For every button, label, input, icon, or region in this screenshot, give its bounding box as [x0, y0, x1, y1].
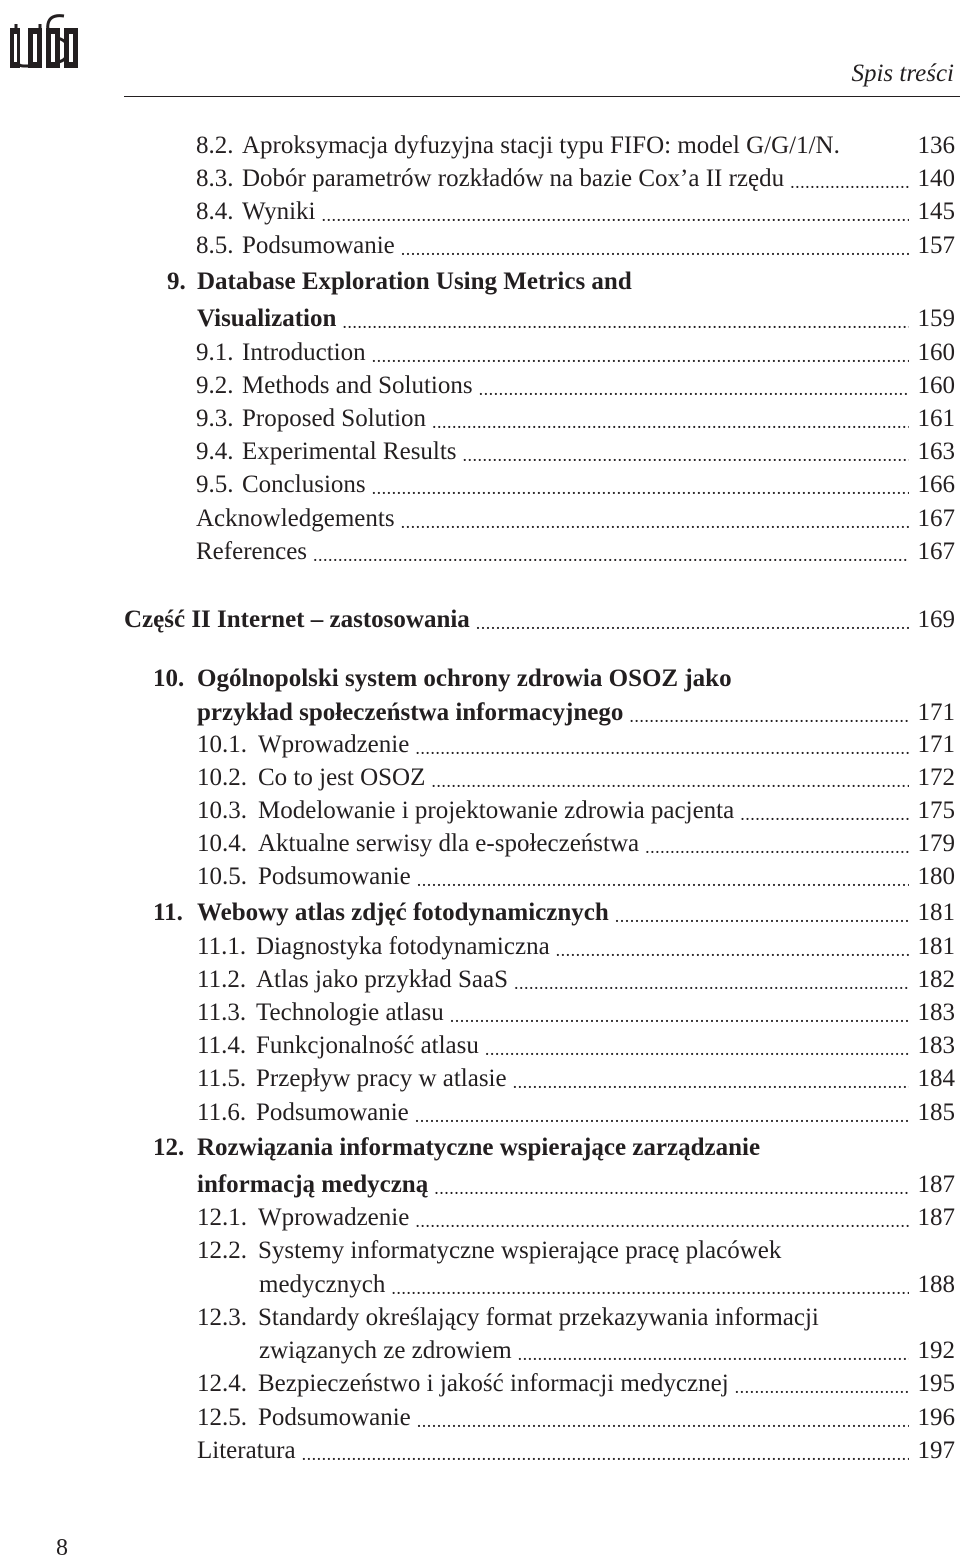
toc-entry[interactable]	[153, 1133, 955, 1163]
toc-entry-title	[196, 470, 366, 500]
toc-entry-title	[197, 932, 550, 962]
dot-leader	[417, 868, 909, 892]
toc-entry-label: Database Exploration Using Metrics and	[197, 268, 632, 295]
toc-entry-number: 10.2.	[197, 764, 247, 791]
toc-entry[interactable]	[259, 1270, 955, 1300]
toc-entry-number: 12.3.	[197, 1304, 247, 1331]
toc-entry[interactable]	[196, 504, 955, 534]
toc-entry-page: 195	[917, 1370, 955, 1397]
toc-entry-label: Podsumowanie	[242, 232, 395, 259]
dot-leader	[431, 769, 909, 793]
toc-entry-label: Rozwiązania informatyczne wspierające zarządzanie	[197, 1134, 761, 1161]
toc-entry-title	[197, 304, 336, 334]
toc-entry-number: 8.3.	[196, 165, 234, 192]
toc-entry-label: Co to jest OSOZ	[258, 764, 426, 791]
toc-entry-label: Proposed Solution	[242, 405, 427, 432]
toc-entry-label: Methods and Solutions	[242, 372, 473, 399]
toc-entry-page: 140	[917, 165, 955, 192]
toc-entry-number: 8.5.	[196, 232, 234, 259]
toc-entry-page: 160	[917, 372, 955, 399]
dot-leader	[313, 543, 909, 567]
running-header: Spis treści	[851, 60, 954, 87]
dot-leader	[485, 1037, 909, 1061]
toc-entry[interactable]	[197, 698, 955, 728]
toc-entry-title	[196, 404, 426, 434]
toc-entry-page: 187	[917, 1204, 955, 1231]
toc-entry-number: 12.2.	[197, 1237, 247, 1264]
dot-leader	[463, 443, 909, 467]
toc-entry-label: Przepływ pracy w atlasie	[256, 1065, 507, 1092]
toc-entry-number: 11.2.	[197, 966, 247, 993]
toc-entry-label: Dobór parametrów rozkładów na bazie Cox’a II rzędu	[242, 165, 785, 192]
toc-entry-label: Atlas jako przykład SaaS	[256, 966, 509, 993]
toc-entry-number: 9.3.	[196, 405, 234, 432]
toc-entry-label: medycznych	[259, 1271, 386, 1298]
toc-entry[interactable]	[197, 932, 955, 962]
toc-entry[interactable]	[197, 1170, 955, 1200]
toc-entry[interactable]	[196, 231, 955, 261]
toc-entry-page: 159	[917, 305, 955, 332]
toc-entry-page: 167	[917, 505, 955, 532]
toc-entry-title	[153, 898, 609, 928]
dot-leader	[401, 510, 909, 534]
page-number: 8	[56, 1535, 68, 1561]
toc-entry-number: 12.1.	[197, 1204, 247, 1231]
toc-entry-label: Podsumowanie	[256, 1099, 409, 1126]
dot-leader	[372, 476, 909, 500]
toc-entry-label: przykład społeczeństwa informacyjnego	[197, 699, 624, 726]
toc-entry-page: 179	[917, 830, 955, 857]
toc-entry-number: 10.1.	[197, 731, 247, 758]
dot-leader	[513, 1070, 909, 1094]
toc-entry-page: 172	[917, 764, 955, 791]
toc-entry-label: Systemy informatyczne wspierające pracę placówek	[258, 1237, 782, 1264]
toc-entry[interactable]	[196, 371, 955, 401]
toc-entry-title	[197, 1236, 781, 1266]
dot-leader	[415, 1104, 909, 1128]
dot-leader	[415, 1209, 909, 1233]
toc-entry-page: 167	[917, 538, 955, 565]
dot-leader	[434, 1176, 909, 1200]
toc-entry-label: References	[196, 538, 308, 565]
toc-entry[interactable]	[197, 1236, 955, 1266]
toc-entry[interactable]	[153, 664, 955, 694]
toc-entry-page: 136	[917, 132, 955, 159]
toc-entry-label: Experimental Results	[242, 438, 457, 465]
dot-leader	[391, 1276, 909, 1300]
toc-entry-number: 10.5.	[197, 863, 247, 890]
toc-entry-label: związanych ze zdrowiem	[259, 1337, 512, 1364]
dot-leader	[432, 410, 909, 434]
toc-entry-title	[196, 164, 784, 194]
toc-entry[interactable]	[197, 796, 955, 826]
toc-entry-label: Wyniki	[242, 198, 316, 225]
toc-entry[interactable]	[197, 1369, 955, 1399]
toc-entry-page: 196	[917, 1404, 955, 1431]
dot-leader	[401, 237, 909, 261]
toc-entry[interactable]	[197, 965, 955, 995]
toc-entry-page: 175	[917, 797, 955, 824]
toc-entry-page: 166	[917, 471, 955, 498]
toc-entry-page: 188	[917, 1271, 955, 1298]
toc-entry[interactable]	[196, 470, 955, 500]
toc-entry-title	[196, 504, 395, 534]
toc-entry[interactable]	[153, 898, 955, 928]
dot-leader	[450, 1004, 909, 1028]
toc-entry-number: 9.1.	[196, 339, 234, 366]
toc-entry-title	[196, 371, 473, 401]
toc-entry-label: Ogólnopolski system ochrony zdrowia OSOZ jako	[197, 665, 732, 692]
toc-entry-title	[197, 1031, 479, 1061]
toc-entry[interactable]	[196, 338, 955, 368]
toc-entry-title	[197, 862, 411, 892]
toc-entry-number: 9.4.	[196, 438, 234, 465]
toc-entry-label: Standardy określający format przekazywania informacji	[258, 1304, 819, 1331]
toc-entry-number: 10.4.	[197, 830, 247, 857]
toc-entry-number: 8.4.	[196, 198, 234, 225]
toc-entry-title	[197, 1170, 428, 1200]
toc-entry-title	[197, 730, 409, 760]
toc-entry-page: 180	[917, 863, 955, 890]
toc-entry[interactable]	[196, 404, 955, 434]
toc-entry-title	[197, 1436, 296, 1466]
toc-entry[interactable]	[196, 131, 955, 161]
toc-entry-label: Wprowadzenie	[258, 731, 410, 758]
dot-leader	[790, 170, 909, 194]
toc-entry-title	[196, 537, 307, 567]
toc-entry-label: Conclusions	[242, 471, 366, 498]
toc-entry-title	[196, 197, 316, 227]
toc-entry-label: Część II Internet – zastosowania	[124, 606, 470, 633]
toc-entry-page: 161	[917, 405, 955, 432]
dot-leader	[415, 736, 909, 760]
toc-entry-title	[197, 698, 623, 728]
dot-leader	[322, 203, 910, 227]
toc-entry[interactable]	[197, 1203, 955, 1233]
toc-entry[interactable]	[197, 998, 955, 1028]
toc-entry-page: 160	[917, 339, 955, 366]
toc-entry-title	[197, 965, 508, 995]
toc-entry-page: 181	[917, 899, 955, 926]
toc-entry-label: Technologie atlasu	[256, 999, 444, 1026]
dot-leader	[476, 611, 909, 635]
toc-entry-title	[197, 1098, 409, 1128]
toc-entry[interactable]	[259, 1336, 955, 1366]
toc-entry-title	[196, 231, 395, 261]
toc-entry-label: Aproksymacja dyfuzyjna stacji typu FIFO: model G/G/1/N.	[242, 132, 840, 159]
toc-entry-label: Wprowadzenie	[258, 1204, 410, 1231]
toc-entry[interactable]	[197, 1031, 955, 1061]
toc-entry-page: 192	[917, 1337, 955, 1364]
toc-entry-title	[153, 1133, 760, 1163]
toc-entry-title	[197, 1369, 729, 1399]
toc-entry-label: Visualization	[197, 305, 337, 332]
toc-entry-label: Funkcjonalność atlasu	[256, 1032, 479, 1059]
toc-entry-page: 184	[917, 1065, 955, 1092]
toc-entry[interactable]	[196, 437, 955, 467]
toc-entry[interactable]	[197, 862, 955, 892]
toc-entry[interactable]	[167, 267, 955, 297]
toc-entry[interactable]	[197, 829, 955, 859]
toc-entry-title	[197, 998, 444, 1028]
toc-entry-page: 187	[917, 1171, 955, 1198]
dot-leader	[740, 802, 909, 826]
toc-entry-title	[197, 763, 425, 793]
toc-entry-label: Podsumowanie	[258, 863, 411, 890]
toc-entry-title	[197, 796, 734, 826]
toc-entry-title	[197, 1064, 507, 1094]
toc-entry-page: 171	[917, 699, 955, 726]
toc-entry-label: informacją medyczną	[197, 1171, 429, 1198]
toc-entry-label: Literatura	[197, 1437, 296, 1464]
dot-leader	[735, 1375, 909, 1399]
dot-leader	[645, 835, 909, 859]
dot-leader	[556, 938, 909, 962]
toc-entry-title	[124, 605, 470, 635]
toc-entry-number: 11.4.	[197, 1032, 247, 1059]
toc-entry[interactable]	[196, 537, 955, 567]
toc-entry-number: 12.	[153, 1134, 185, 1161]
toc-entry-page: 157	[917, 232, 955, 259]
toc-entry-page: 183	[917, 1032, 955, 1059]
toc-entry[interactable]	[196, 164, 955, 194]
dot-leader	[615, 904, 909, 928]
dot-leader	[514, 971, 909, 995]
toc-entry-page: 171	[917, 731, 955, 758]
toc-entry-title	[196, 131, 840, 161]
toc-entry-page: 169	[917, 606, 955, 633]
toc-entry-number: 9.	[167, 268, 186, 295]
toc-entry-label: Acknowledgements	[196, 505, 395, 532]
toc-entry-page: 182	[917, 966, 955, 993]
toc-entry-label: Modelowanie i projektowanie zdrowia pacjenta	[258, 797, 735, 824]
toc-entry-title	[259, 1336, 512, 1366]
toc-entry-page: 181	[917, 933, 955, 960]
toc-entry-title	[196, 437, 457, 467]
toc-entry-title	[167, 267, 632, 297]
toc-entry-number: 11.6.	[197, 1099, 247, 1126]
toc-entry-label: Introduction	[242, 339, 366, 366]
toc-entry[interactable]	[197, 1403, 955, 1433]
toc-entry-number: 9.2.	[196, 372, 234, 399]
toc-entry-number: 9.5.	[196, 471, 234, 498]
toc-entry-title	[196, 338, 366, 368]
toc-entry[interactable]	[197, 1303, 955, 1333]
toc-entry[interactable]	[196, 197, 955, 227]
toc-entry-label: Webowy atlas zdjęć fotodynamicznych	[197, 899, 609, 926]
toc-entry-number: 11.1.	[197, 933, 247, 960]
dot-leader	[342, 310, 909, 334]
toc-entry-label: Podsumowanie	[258, 1404, 411, 1431]
toc-entry-number: 8.2.	[196, 132, 234, 159]
toc-entry-number: 10.	[153, 665, 185, 692]
toc-entry-page: 145	[917, 198, 955, 225]
dot-leader	[518, 1342, 909, 1366]
toc-entry-label: Bezpieczeństwo i jakość informacji medycznej	[258, 1370, 729, 1397]
toc-entry-number: 12.5.	[197, 1404, 247, 1431]
toc-entry[interactable]	[197, 304, 955, 334]
toc-entry-page: 163	[917, 438, 955, 465]
toc-entry-number: 10.3.	[197, 797, 247, 824]
dot-leader	[479, 377, 909, 401]
toc-entry-number: 11.5.	[197, 1065, 247, 1092]
toc-entry[interactable]	[197, 1098, 955, 1128]
toc-entry-label: Aktualne serwisy dla e-społeczeństwa	[258, 830, 640, 857]
toc-entry-label: Diagnostyka fotodynamiczna	[256, 933, 550, 960]
toc-entry[interactable]	[124, 605, 955, 635]
toc-entry-title	[197, 829, 639, 859]
toc-entry-title	[153, 664, 732, 694]
toc-entry-number: 12.4.	[197, 1370, 247, 1397]
toc-entry-number: 11.3.	[197, 999, 247, 1026]
toc-entry[interactable]	[197, 763, 955, 793]
toc-entry[interactable]	[197, 1064, 955, 1094]
toc-entry-page: 197	[917, 1437, 955, 1464]
toc-entry-title	[197, 1403, 411, 1433]
dot-leader	[302, 1442, 909, 1466]
toc-entry-page: 185	[917, 1099, 955, 1126]
dot-leader	[417, 1409, 909, 1433]
dot-leader	[629, 704, 909, 728]
dot-leader	[372, 344, 909, 368]
toc-entry-title	[259, 1270, 385, 1300]
toc-entry-page: 183	[917, 999, 955, 1026]
toc-entry-number: 11.	[153, 899, 183, 926]
toc-entry[interactable]	[197, 730, 955, 760]
toc-entry-title	[197, 1303, 819, 1333]
toc-entry[interactable]	[197, 1436, 955, 1466]
toc-entry-title	[197, 1203, 409, 1233]
